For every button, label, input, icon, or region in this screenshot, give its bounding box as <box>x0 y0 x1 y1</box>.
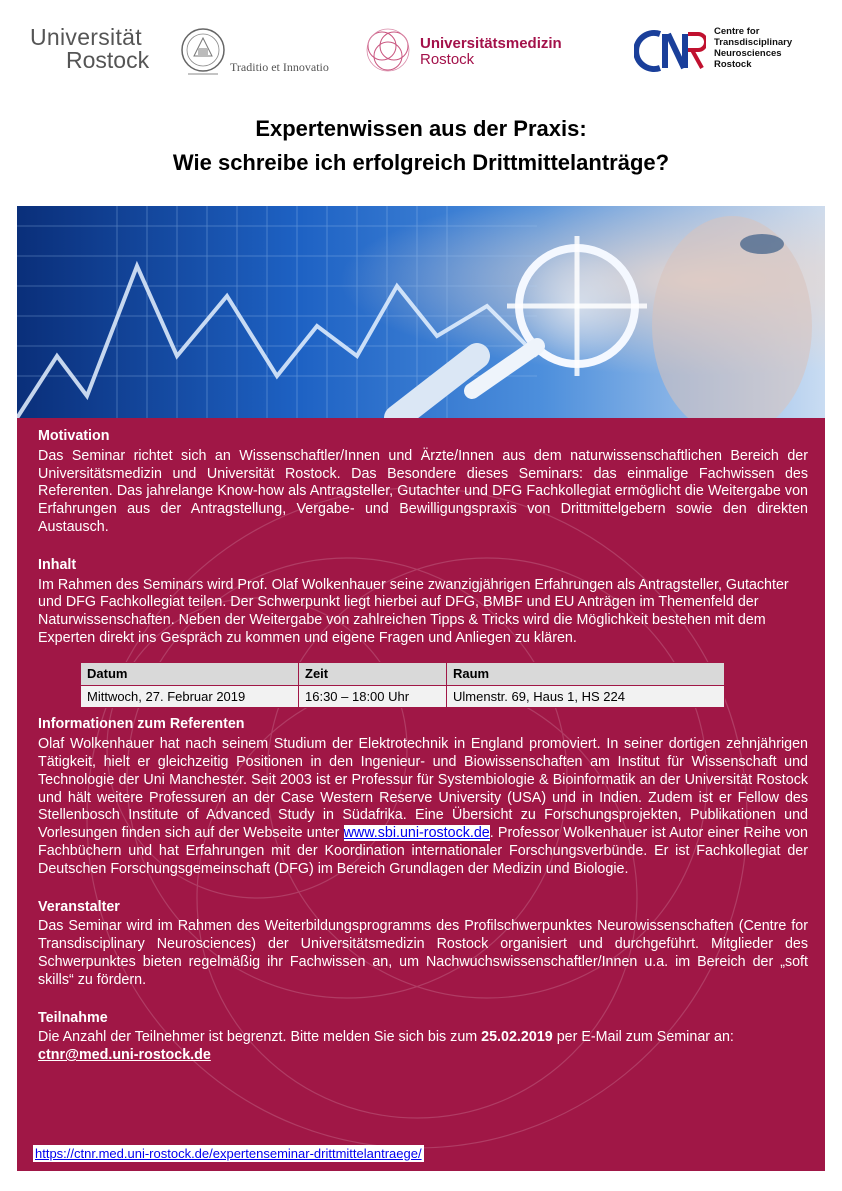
schedule-time: 16:30 – 18:00 Uhr <box>299 685 447 708</box>
hero-magnifier-illustration <box>17 206 825 418</box>
teilnahme-text-middle: per E-Mail zum Seminar an: <box>552 1029 734 1046</box>
referent-heading: Informationen zum Referenten <box>38 716 245 733</box>
motivation-text: Das Seminar richtet sich an Wissenschaftler/Innen und Ärzte/Innen aus dem naturwissenschaftlichen Bereich der Universitätsmedizin und Universität Rostock. Das Besondere dieses Seminars: das einmalige Fachwissen des Referenten. Das jahrelange Know-how als Antragsteller, Gutachter und DFG Fachkollegiat ermöglicht die Weitergabe von Erfahrungen aus der Antragstellung, Vergabe- und Bewilligungspraxis von Drittmittelgebern sowie den direkten Austausch. <box>38 447 808 535</box>
footer-url-link[interactable]: https://ctnr.med.uni-rostock.de/expertenseminar-drittmittelantraege/ <box>35 1146 422 1161</box>
panel-content <box>38 428 808 1065</box>
unimedizin-city: Rostock <box>420 51 475 68</box>
schedule-table <box>80 662 725 709</box>
uni-city: Rostock <box>66 47 150 73</box>
title-line-2: Wie schreibe ich erfolgreich Drittmittelanträge? <box>172 150 670 175</box>
inhalt-text: Im Rahmen des Seminars wird Prof. Olaf Wolkenhauer seine zwanzigjährigen Erfahrungen als Antragsteller, Gutachter und DFG Fachkollegiat teilen. Der Schwerpunkt liegt hierbei auf DFG, BMBF und EU Anträgen im Themenfeld der Naturwissenschaften. Neben der Weitergabe von zahlreichen Tipps & Tricks wird die Möglichkeit bestehen mit dem Experten direkt ins Gespräch zu kommen und eigene Fragen und Anliegen zu klären. <box>38 576 789 646</box>
referent-text-before: Olaf Wolkenhauer hat nach seinem Studium der Elektrotechnik in England promoviert. In seiner dortigen zehnjährigen Tätigkeit, hielt er gleichzeitig Positionen in den Ingenieur- und Biowissenschaften am Institut für Wissenschaft und Technologie der Uni Manchester. Seit 2003 ist er Professur für Systembiologie & Bioinformatik an der Universität Rostock und hält weitere Professuren an der Case Western Reserve University (USA) und in Indien. Zudem ist er Fellow des Stellenbosch Institute of Advanced Study in Südafrika. Eine Übersicht zu Forschungsprojekten, Publikationen und Vorlesungen finden sich auf der Webseite unter <box>38 736 808 842</box>
ctnr-line-3: Neurosciences <box>714 48 782 59</box>
teilnahme-text <box>38 1029 808 1065</box>
ctnr-line-4: Rostock <box>714 59 752 70</box>
logo-header <box>0 20 842 90</box>
veranstalter-heading: Veranstalter <box>38 898 120 915</box>
motivation-heading: Motivation <box>38 428 110 444</box>
hero-image <box>17 206 825 418</box>
schedule-header-raum: Raum <box>447 662 725 685</box>
referent-text <box>38 736 808 878</box>
contact-email-link[interactable]: ctnr@med.uni-rostock.de <box>38 1047 211 1064</box>
sbi-website-link[interactable]: www.sbi.uni-rostock.de <box>343 825 490 842</box>
schedule-header-row <box>81 662 725 685</box>
unimedizin-rings-icon <box>362 24 416 78</box>
teilnahme-text-before: Die Anzahl der Teilnehmer ist begrenzt. Bitte melden Sie sich bis zum <box>38 1029 482 1046</box>
ctnr-line-1: Centre for <box>714 26 760 37</box>
content-panel <box>17 418 825 1171</box>
ctnr-wordmark <box>714 26 792 70</box>
unimedizin-name: Universitätsmedizin <box>420 35 562 52</box>
title-line-1: Expertenwissen aus der Praxis: <box>255 116 587 141</box>
uni-name: Universität <box>30 24 142 50</box>
inhalt-heading: Inhalt <box>38 556 77 573</box>
uni-seal-icon <box>180 26 226 78</box>
page-title <box>0 112 842 180</box>
schedule-header-datum: Datum <box>81 662 299 685</box>
ctnr-line-2: Transdisciplinary <box>714 37 793 48</box>
uni-rostock-logo <box>30 24 329 74</box>
ctnr-mark-icon <box>634 28 706 74</box>
uni-motto: Traditio et Innovatio <box>230 60 329 74</box>
schedule-date: Mittwoch, 27. Februar 2019 <box>81 685 299 708</box>
referent-text-after: . Professor Wolkenhauer ist Autor einer Reihe von Fachbüchern und hat Erfahrungen mit der Koordination internationaler Forschungsverbünde. Er ist Fachkollegiat der Deutschen Forschungsgemeinschaft (DFG) im Bereich Grundlagen der Medizin und Biologie. <box>38 825 808 877</box>
teilnahme-heading: Teilnahme <box>38 1009 108 1026</box>
schedule-row <box>81 685 725 708</box>
schedule-room: Ulmenstr. 69, Haus 1, HS 224 <box>447 685 725 708</box>
schedule-header-zeit: Zeit <box>299 662 447 685</box>
teilnahme-deadline: 25.02.2019 <box>481 1029 553 1046</box>
veranstalter-text: Das Seminar wird im Rahmen des Weiterbildungsprogramms des Profilschwerpunktes Neurowissenschaften (Centre for Transdisciplinary Neurosciences) der Universitätsmedizin Rostock organisiert und durchgeführt. Mitglieder des Schwerpunktes bieten regelmäßig ihr Fachwissen an, um Nachwuchswissenschaftler/Innen u.a. im Bereich der „soft skills“ zu fördern. <box>38 918 808 988</box>
